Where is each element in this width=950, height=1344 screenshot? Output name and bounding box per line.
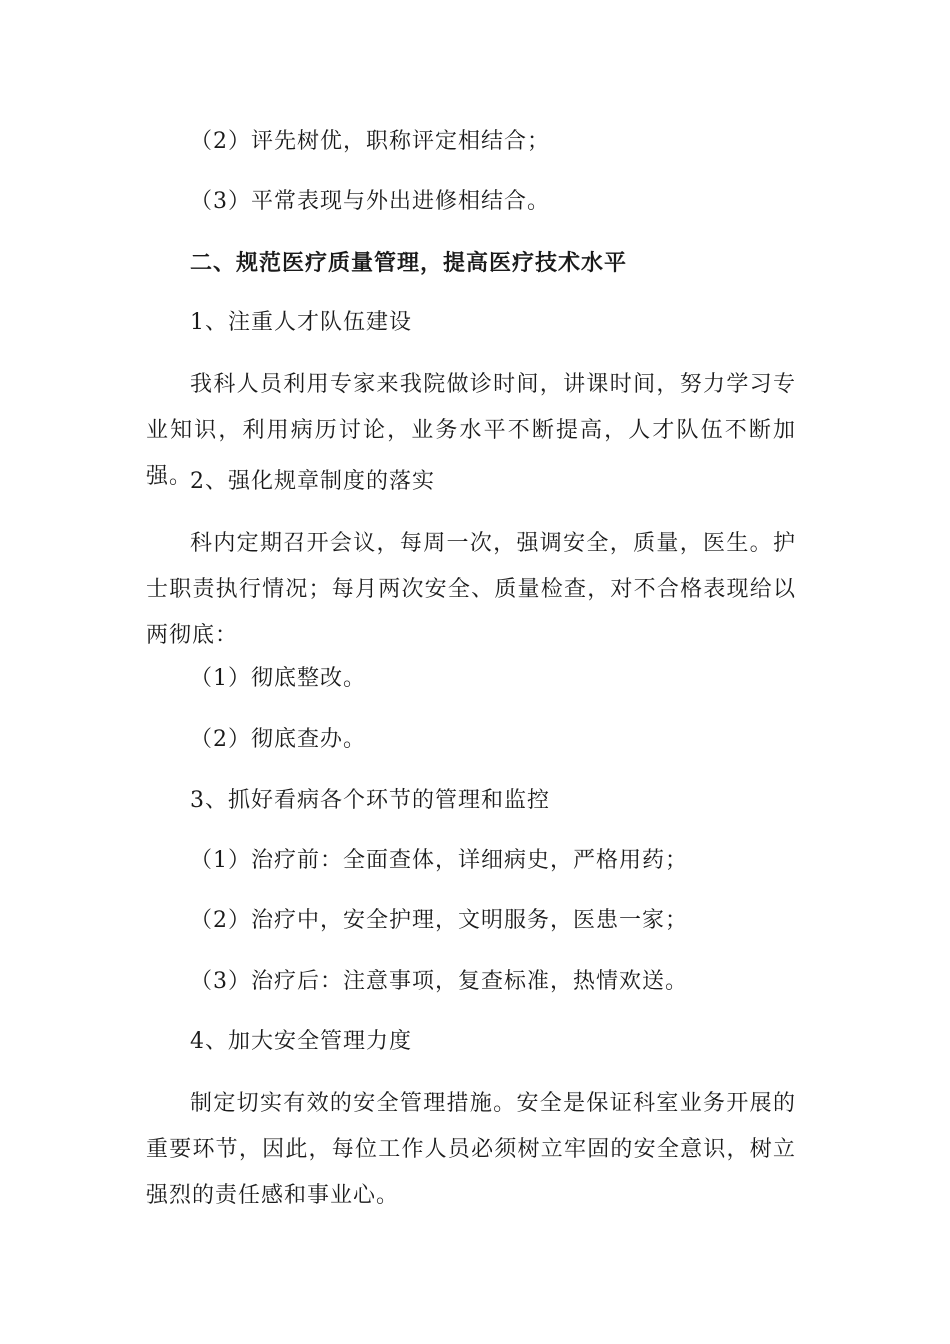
paragraph: 制定切实有效的安全管理措施。安全是保证科室业务开展的重要环节，因此，每位工作人员必须树立牢固的安全意识，树立强烈的责任感和事业心。 xyxy=(146,1091,796,1208)
list-item: （2）治疗中，安全护理，文明服务，医患一家； xyxy=(190,908,688,933)
list-item: （3）平常表现与外出进修相结合。 xyxy=(190,189,550,214)
section-heading: 二、规范医疗质量管理，提高医疗技术水平 xyxy=(190,250,628,276)
list-item: （2）彻底查办。 xyxy=(190,727,366,752)
subsection-title: 1、注重人才队伍建设 xyxy=(190,310,412,335)
subsection-title: 2、强化规章制度的落实 xyxy=(190,469,435,494)
list-item: （1）治疗前：全面查体，详细病史，严格用药； xyxy=(190,848,688,873)
paragraph: 我科人员利用专家来我院做诊时间，讲课时间，努力学习专业知识，利用病历讨论，业务水平不断提高，人才队伍不断加强。 xyxy=(146,372,796,489)
list-item: （1）彻底整改。 xyxy=(190,666,366,691)
list-item: （2）评先树优，职称评定相结合； xyxy=(190,129,550,154)
paragraph: 科内定期召开会议，每周一次，强调安全，质量，医生。护士职责执行情况；每月两次安全、质量检查，对不合格表现给以两彻底： xyxy=(146,531,796,648)
subsection-title: 3、抓好看病各个环节的管理和监控 xyxy=(190,788,550,813)
subsection-title: 4、加大安全管理力度 xyxy=(190,1029,412,1054)
list-item: （3）治疗后：注意事项，复查标准，热情欢送。 xyxy=(190,969,688,994)
